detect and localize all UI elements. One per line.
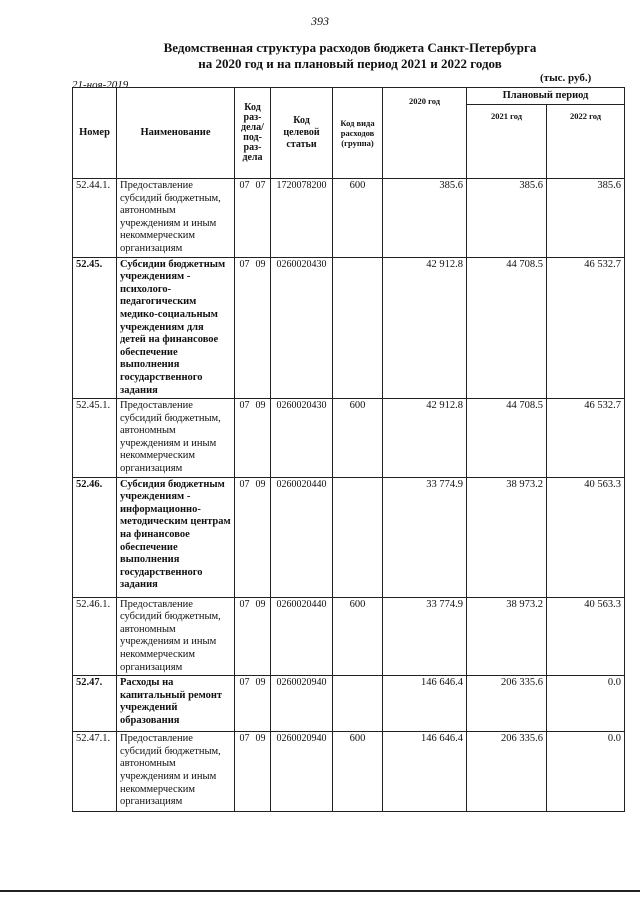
row-section-code: 07 xyxy=(239,258,250,270)
row-section-code: 07 xyxy=(239,598,250,610)
row-expense-type: 600 xyxy=(333,597,383,676)
row-target: 0260020440 xyxy=(271,477,333,597)
row-number: 52.44.1. xyxy=(73,179,117,258)
row-section xyxy=(235,732,271,812)
row-section xyxy=(235,399,271,478)
row-section xyxy=(235,597,271,676)
row-subsection-code: 09 xyxy=(255,598,266,610)
row-name: Субсидии бюджетным учреждениям - психолого-педагогическим медико-социальным учреждениям для детей на финансовое обеспечение выполнения государственного задания xyxy=(117,257,235,399)
header-2021: 2021 год xyxy=(467,105,547,179)
table-row xyxy=(73,732,625,812)
row-expense-type xyxy=(333,477,383,597)
header-target: Код целевой статьи xyxy=(271,88,333,179)
row-number: 52.45.1. xyxy=(73,399,117,478)
row-target: 0260020440 xyxy=(271,597,333,676)
row-expense-type xyxy=(333,676,383,732)
table-body xyxy=(73,179,625,812)
row-section xyxy=(235,477,271,597)
header-expense-type: Код вида расходов (группа) xyxy=(333,88,383,179)
header-name: Наименование xyxy=(117,88,235,179)
row-2020: 385.6 xyxy=(383,179,467,258)
row-name: Предоставление субсидий бюджетным, автономным учреждениям и иным некоммерческим организациям xyxy=(117,179,235,258)
page-number: 393 xyxy=(311,14,329,28)
table-row xyxy=(73,676,625,732)
row-subsection-code: 07 xyxy=(255,180,266,191)
row-target: 1720078200 xyxy=(271,179,333,258)
row-target: 0260020940 xyxy=(271,732,333,812)
row-name: Предоставление субсидий бюджетным, автономным учреждениям и иным некоммерческим организациям xyxy=(117,597,235,676)
row-2020: 33 774.9 xyxy=(383,477,467,597)
row-target: 0260020940 xyxy=(271,676,333,732)
title-line-1: Ведомственная структура расходов бюджета Санкт-Петербурга xyxy=(163,40,537,55)
row-number: 52.47. xyxy=(73,676,117,732)
row-2020: 146 646.4 xyxy=(383,676,467,732)
row-expense-type: 600 xyxy=(333,399,383,478)
row-section-code: 07 xyxy=(239,180,250,191)
budget-table-container xyxy=(72,87,624,832)
document-date: 21-ноя-2019 xyxy=(72,79,129,91)
row-name: Расходы на капитальный ремонт учреждений образования xyxy=(117,676,235,732)
header-planned-period: Плановый период xyxy=(467,88,625,105)
row-section-code: 07 xyxy=(239,677,250,689)
row-subsection-code: 09 xyxy=(255,733,266,745)
row-name: Субсидия бюджетным учреждениям - информационно-методическим центрам на финансовое обеспечение выполнения государственного задания xyxy=(117,477,235,597)
header-section: Код раз-дела/ под-раз-дела xyxy=(235,88,271,179)
row-2021: 44 708.5 xyxy=(467,257,547,399)
row-expense-type xyxy=(333,257,383,399)
row-section-code: 07 xyxy=(239,478,250,490)
row-2021: 206 335.6 xyxy=(467,732,547,812)
row-2021: 38 973.2 xyxy=(467,477,547,597)
row-2022: 46 532.7 xyxy=(547,257,625,399)
unit-label: (тыс. руб.) xyxy=(540,72,592,84)
row-expense-type: 600 xyxy=(333,179,383,258)
table-row xyxy=(73,399,625,478)
row-section xyxy=(235,257,271,399)
row-name: Предоставление субсидий бюджетным, автономным учреждениям и иным некоммерческим организациям xyxy=(117,399,235,478)
row-2022: 40 563.3 xyxy=(547,477,625,597)
header-2022: 2022 год xyxy=(547,105,625,179)
row-2021: 385.6 xyxy=(467,179,547,258)
row-number: 52.45. xyxy=(73,257,117,399)
header-2020: 2020 год xyxy=(383,88,467,179)
bottom-rule xyxy=(0,890,640,892)
row-2020: 42 912.8 xyxy=(383,257,467,399)
row-number: 52.47.1. xyxy=(73,732,117,812)
row-subsection-code: 09 xyxy=(255,258,266,270)
row-2020: 146 646.4 xyxy=(383,732,467,812)
budget-table xyxy=(72,87,625,812)
table-row xyxy=(73,477,625,597)
row-number: 52.46.1. xyxy=(73,597,117,676)
row-subsection-code: 09 xyxy=(255,478,266,490)
row-2022: 0.0 xyxy=(547,676,625,732)
row-section-code: 07 xyxy=(239,733,250,745)
row-section xyxy=(235,179,271,258)
row-2022: 0.0 xyxy=(547,732,625,812)
row-2020: 33 774.9 xyxy=(383,597,467,676)
title-line-2: на 2020 год и на плановый период 2021 и 2022 годов xyxy=(198,56,502,71)
document-title xyxy=(120,40,580,72)
row-name: Предоставление субсидий бюджетным, автономным учреждениям и иным некоммерческим организациям xyxy=(117,732,235,812)
row-2022: 40 563.3 xyxy=(547,597,625,676)
row-2021: 38 973.2 xyxy=(467,597,547,676)
row-section xyxy=(235,676,271,732)
row-target: 0260020430 xyxy=(271,399,333,478)
row-target: 0260020430 xyxy=(271,257,333,399)
row-2022: 46 532.7 xyxy=(547,399,625,478)
row-subsection-code: 09 xyxy=(255,400,266,412)
row-section-code: 07 xyxy=(239,400,250,412)
table-row xyxy=(73,257,625,399)
row-2022: 385.6 xyxy=(547,179,625,258)
row-expense-type: 600 xyxy=(333,732,383,812)
table-row xyxy=(73,179,625,258)
row-number: 52.46. xyxy=(73,477,117,597)
table-header-row xyxy=(73,88,625,105)
row-2021: 44 708.5 xyxy=(467,399,547,478)
row-2021: 206 335.6 xyxy=(467,676,547,732)
row-subsection-code: 09 xyxy=(255,677,266,689)
table-row xyxy=(73,597,625,676)
row-2020: 42 912.8 xyxy=(383,399,467,478)
header-number: Номер xyxy=(73,88,117,179)
